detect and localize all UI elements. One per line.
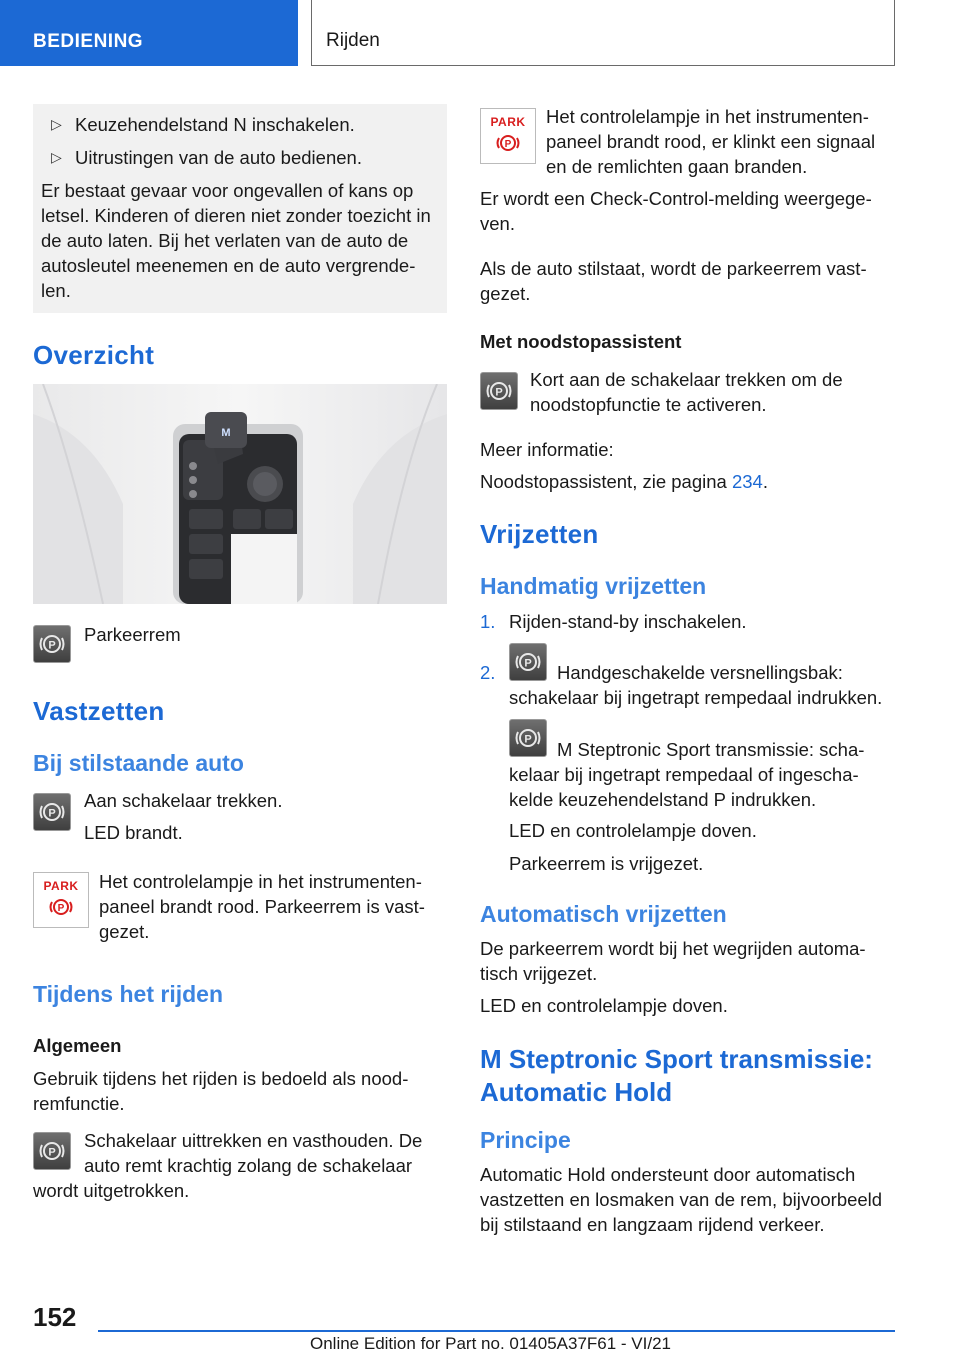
footer-divider (98, 1330, 895, 1332)
overview-heading: Overzicht (33, 340, 155, 370)
warning-bullet-text: Uitrustingen van de auto bedienen. (75, 147, 362, 168)
svg-text:P: P (504, 139, 512, 150)
warning-text: Er bestaat gevaar voor ongevallen of kans op letsel. Kinderen of dieren niet zonder toezicht in de auto laten. Bij het verlaten van de auto de autosleutel meenemen en de auto vergrende- len. (41, 180, 431, 301)
parking-brake-button-icon (33, 793, 71, 831)
pull-hold-text-1: Schakelaar uittrekken en vasthouden. De (84, 1130, 423, 1151)
header-section: BEDIENING (0, 0, 298, 66)
page-number: 152 (33, 1302, 77, 1332)
page-reference-link[interactable]: 234 (731, 471, 763, 492)
step-number: 2. (480, 662, 496, 683)
svg-text:P: P (48, 807, 56, 820)
step-1-text: Rijden-stand-by inschakelen. (509, 611, 747, 632)
pull-hold-text-2: auto remt krachtig zolang de schakelaar (84, 1155, 413, 1176)
emergency-heading: Met noodstopassistent (480, 331, 682, 352)
parking-brake-button-icon (509, 643, 547, 681)
led-on-text: LED brandt. (84, 822, 183, 843)
step-2b-text-1: M Steptronic Sport transmissie: scha- (557, 739, 865, 760)
general-heading: Algemeen (33, 1035, 122, 1056)
auto-release-heading: Automatisch vrijzetten (480, 901, 727, 927)
vastzetten-heading: Vastzetten (33, 696, 165, 726)
triangle-bullet-icon: ▷ (51, 149, 62, 165)
svg-text:P: P (524, 733, 532, 746)
check-control-text: Er wordt een Check-Control-melding weergege- ven. (480, 188, 872, 234)
svg-text:P: P (495, 386, 503, 399)
more-info-text: Meer informatie: (480, 439, 614, 460)
lamp-red-text: Het controlelampje in het instrumenten- paneel brandt rood. Parkeerrem is vast- gezet. (99, 871, 425, 942)
emergency-text: Kort aan de schakelaar trekken om de noodstopfunctie te activeren. (530, 369, 843, 415)
park-warning-lamp-icon (480, 108, 536, 164)
warning-bullet (41, 112, 439, 137)
release-heading: Vrijzetten (480, 519, 599, 549)
principle-text: Automatic Hold ondersteunt door automatisch vastzetten en losmaken van de rem, bijvoorbeeld bij stilstaand en langzaam rijdend verkeer. (480, 1164, 883, 1235)
parking-brake-button-icon (480, 372, 518, 410)
step-2-text-1: Handgeschakelde versnellingsbak: (557, 662, 843, 683)
svg-text:P: P (48, 1146, 56, 1159)
general-text: Gebruik tijdens het rijden is bedoeld als nood- remfunctie. (33, 1068, 409, 1114)
stationary-heading: Bij stilstaande auto (33, 750, 244, 776)
led-off-text: LED en controlelampje doven. (509, 820, 757, 841)
park-lamp-label: PARK (43, 879, 79, 893)
warning-bullet (41, 145, 439, 170)
driving-heading: Tijdens het rijden (33, 981, 223, 1007)
reference-text: Noodstopassistent, zie pagina 234. (480, 471, 768, 492)
standstill-text: Als de auto stilstaat, wordt de parkeerrem vast- gezet. (480, 258, 867, 304)
footer-edition: Online Edition for Part no. 01405A37F61 - VI/21 (310, 1334, 672, 1353)
step-number: 1. (480, 611, 496, 632)
step-2b-text-2: kelaar bij ingetrapt rempedaal of ingescha- (509, 764, 859, 785)
automatic-hold-heading: M Steptronic Sport transmissie: Automatic Hold (480, 1044, 873, 1107)
pull-switch-text: Aan schakelaar trekken. (84, 790, 283, 811)
step-2b-text-3: kelde keuzehendelstand P indrukken. (509, 789, 817, 810)
warning-box (33, 104, 447, 313)
auto-led-off-text: LED en controlelampje doven. (480, 995, 728, 1016)
center-console-photo (33, 384, 447, 604)
parking-brake-button-icon (33, 625, 71, 663)
pull-hold-text-3: wordt uitgetrokken. (33, 1180, 190, 1201)
triangle-bullet-icon: ▷ (51, 116, 62, 132)
header-chapter: Rijden (311, 0, 895, 66)
svg-text:P: P (57, 903, 65, 914)
released-text: Parkeerrem is vrijgezet. (509, 853, 704, 874)
auto-release-text: De parkeerrem wordt bij het wegrijden automa- tisch vrijgezet. (480, 938, 866, 984)
warning-bullet-text: Keuzehendelstand N inschakelen. (75, 114, 355, 135)
manual-release-heading: Handmatig vrijzetten (480, 573, 707, 599)
step-2-text-2: schakelaar bij ingetrapt rempedaal indrukken. (509, 687, 883, 708)
svg-text:P: P (48, 639, 56, 652)
parking-brake-button-icon (509, 719, 547, 757)
lamp-red-signal-text: Het controlelampje in het instrumenten- paneel brandt rood, er klinkt een signaal en de remlichten gaan branden. (546, 106, 876, 177)
m-logo: M (221, 427, 231, 439)
svg-text:P: P (524, 657, 532, 670)
park-warning-lamp-icon (33, 872, 89, 928)
parking-brake-button-icon (33, 1132, 71, 1170)
principle-heading: Principe (480, 1127, 571, 1153)
parking-brake-caption: Parkeerrem (84, 624, 181, 645)
park-lamp-label: PARK (490, 115, 526, 129)
